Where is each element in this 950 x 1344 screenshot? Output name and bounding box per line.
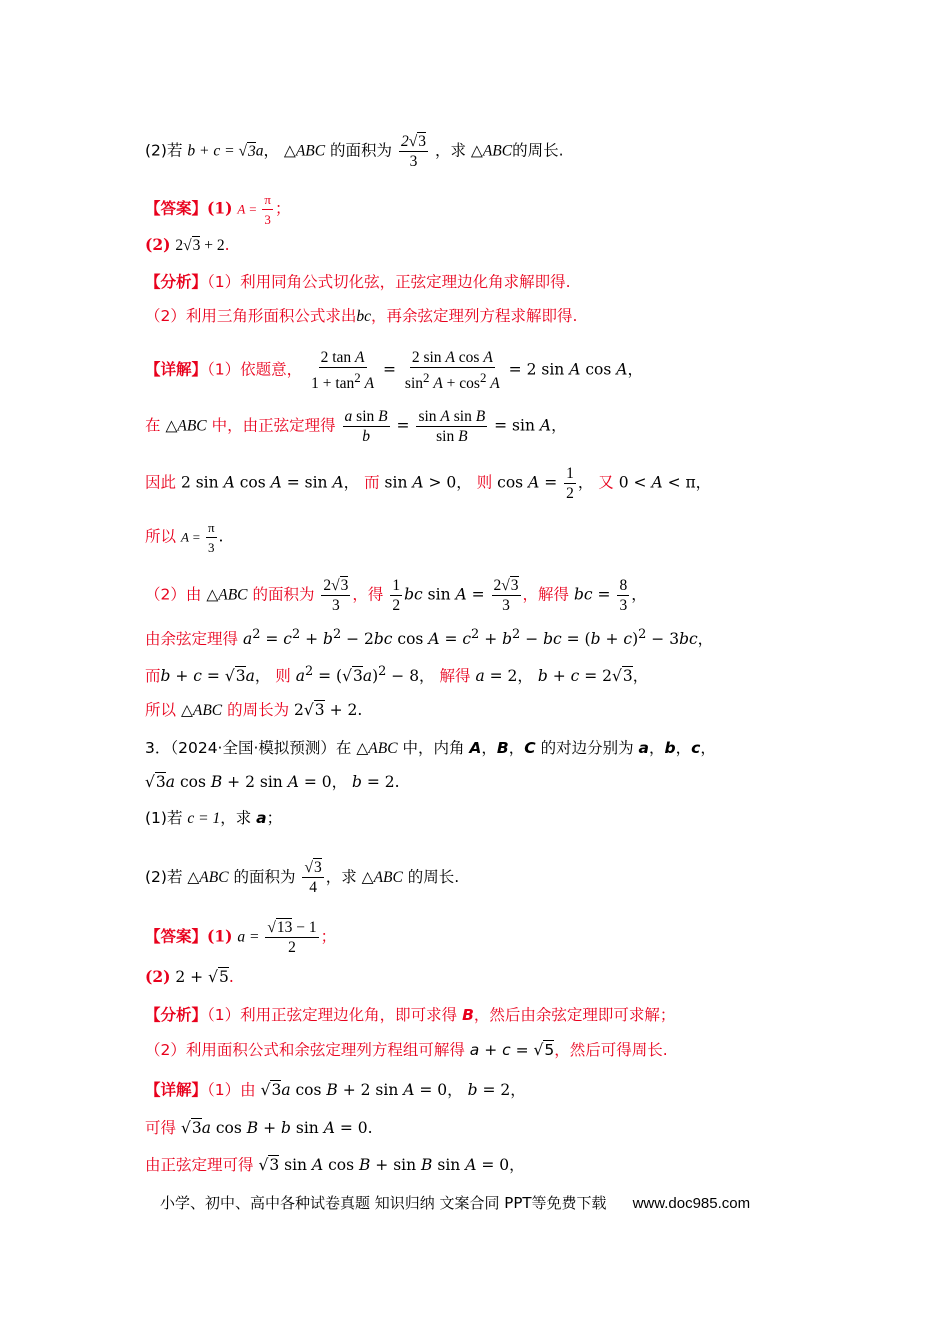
detail-line-4: 所以 A = $\frac{\pi}{3}$ . — [145, 520, 224, 555]
answer-block-2: 【答案】(1) A = $\frac{\pi}{3}$ ； — [145, 192, 291, 227]
answer-block-3: 【答案】(1) a = $\frac{√13 - 1}{2}$ ； — [145, 919, 337, 956]
analysis-line-1: 【分析】（1）利用同角公式切化弦，正弦定理边化角求解即得. — [145, 273, 571, 291]
detail-line-7: 而b + c = √3a， 则 $a^2 = (√3a)^2 - 8$， 解得 a = 2， b + c = 2√3， — [145, 664, 649, 686]
detail-line-6: 由余弦定理得 $a^2 = c^2 + b^2 - 2bc$ $\cos A = c^2 + b^2$ − bc = $(b + c)^2 - 3bc$， — [145, 627, 714, 649]
detail3-line-3: 由正弦定理可得 √3 sin A cos B + sin B sin A = 0， — [145, 1156, 525, 1174]
answer-part-3-2: (2) 2 + √5. — [145, 967, 234, 986]
answer-part-2: (2) 2√3 + 2. — [145, 235, 230, 254]
footer-site-link[interactable]: www.doc985.com — [632, 1195, 751, 1212]
footer — [160, 1192, 750, 1213]
question-3-heading: 3．（2024·全国·模拟预测）在 △ABC 中，内角 A，B，C 的对边分别为 a，b，c， — [145, 739, 716, 757]
question-3-part-1: (1)若 c = 1，求 a； — [145, 809, 283, 827]
answer-label: 【答案】 — [145, 199, 208, 218]
analysis-line-2: （2）利用三角形面积公式求出bc，再余弦定理列方程求解即得. — [145, 307, 578, 325]
analysis3-line-2: （2）利用面积公式和余弦定理列方程组可解得 a + c = √5，然后可得周长. — [145, 1041, 668, 1059]
footer-text: 小学、初中、高中各种试卷真题 知识归纳 文案合同 PPT等免费下载 — [160, 1194, 607, 1212]
detail-line-5: （2）由 △ABC 的面积为 $\frac{2√3}{3}$ ，得 $\frac{1}{2}$ bc sin A = $\frac{2√3}{3}$ ，解得 bc = $\frac{8}{3}$ ， — [145, 577, 647, 614]
question-3-part-2: (2)若 △ABC 的面积为 $\frac{√3}{4}$ ，求 △ABC 的周长. — [145, 859, 460, 896]
detail3-line-1: 【详解】（1）由 √3a cos B + 2 sin A = 0， b = 2， — [145, 1081, 526, 1099]
detail3-line-2: 可得 √3a cos B + b sin A = 0. — [145, 1119, 373, 1137]
detail-line-2: 在 △ABC 中，由正弦定理得 $\frac{\text{a sin B}}{b}$ = $\frac{\text{sin A sin B}}{\text{sin B}}$ = sin A， — [145, 408, 567, 445]
analysis3-line-1: 【分析】（1）利用正弦定理边化角，即可求得 B，然后由余弦定理即可求解； — [145, 1006, 676, 1024]
detail-line-3: 因此 2 sin A cos A = sin A， 而 sin A > 0， 则 cos A = $\frac{1}{2}$ ， 又 0 < A < π， — [145, 465, 712, 502]
detail-line-1: 【详解】（1）依题意， $\frac{\text{2 tan A}}{1 + \tan^2 A}$ = $\frac{\text{2 sin A cos A}}{\sin^2 A + \cos^2 A}$ = 2 sin A cos A， — [145, 349, 643, 393]
question-part-2: (2)若 b + c = √3a， △ABC 的面积为 $\frac{2√3}{3}$ ，求 △ABC的周长. — [145, 133, 564, 170]
detail-line-8: 所以 △ABC 的周长为 2√3 + 2. — [145, 701, 363, 719]
question-3-condition: √3a cos B + 2 sin A = 0， b = 2. — [145, 773, 400, 791]
